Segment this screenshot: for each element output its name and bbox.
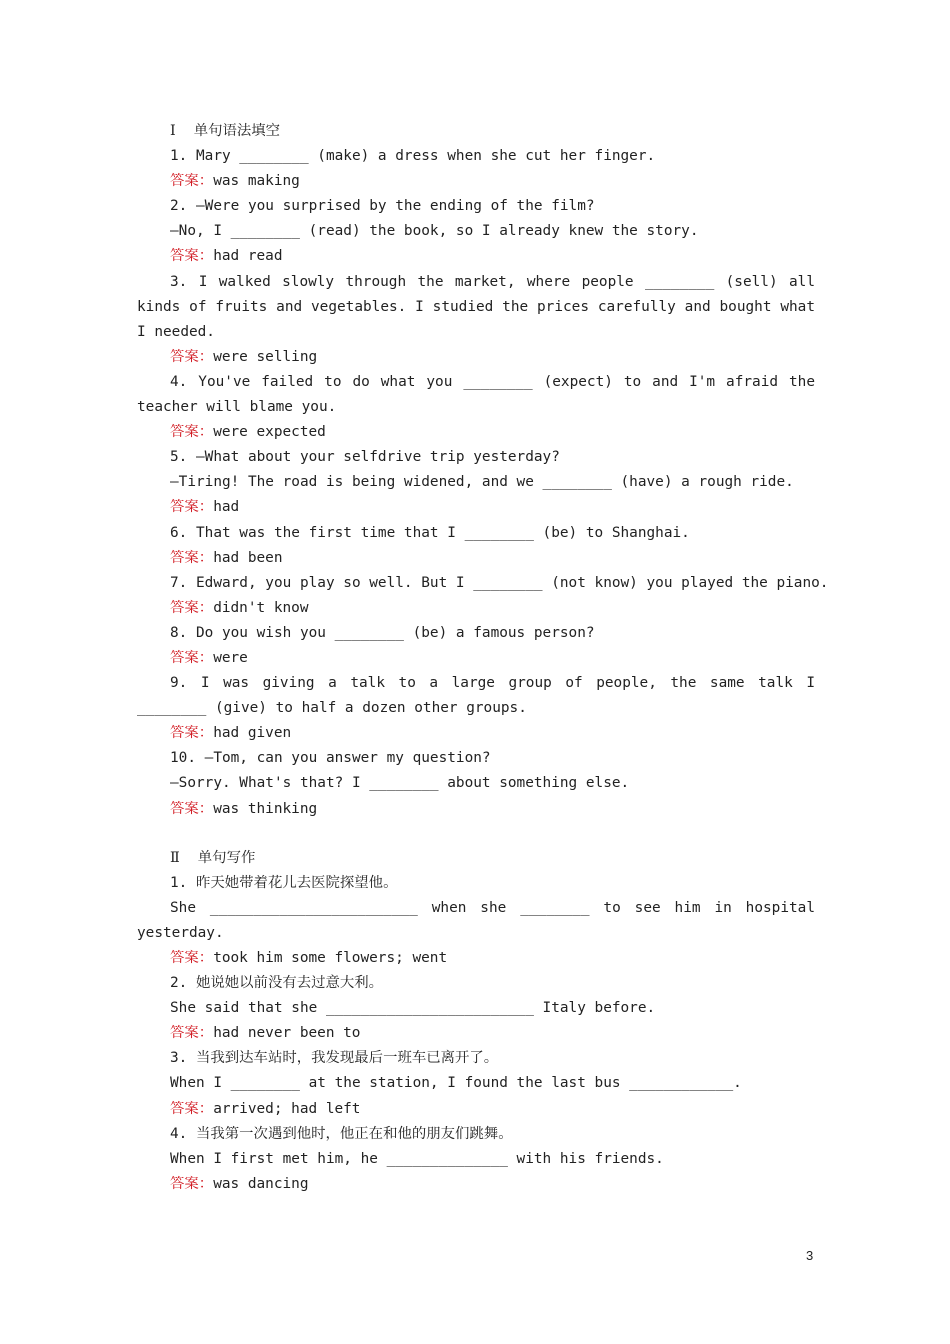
s1-q6: 6. That was the first time that I ________ (be) to Shanghai. bbox=[170, 524, 690, 541]
s1-q2b: —No, I ________ (read) the book, so I already knew the story. bbox=[170, 223, 699, 240]
s1-q4: 4. You've failed to do what you ________ (expect) to and I'm afraid the teacher will blame you. bbox=[137, 373, 815, 416]
s2-a4: 答案：was dancing bbox=[170, 1175, 309, 1192]
section2-title: 单句写作 bbox=[197, 849, 256, 866]
s1-q8: 8. Do you wish you ________ (be) a famous person? bbox=[170, 624, 595, 641]
s1-a10: 答案：was thinking bbox=[170, 800, 318, 817]
s2-q2-prompt: 2. 她说她以前没有去过意大利。 bbox=[170, 975, 384, 992]
s1-q7: 7. Edward, you play so well. But I ________ (not know) you played the piano. bbox=[170, 574, 829, 591]
s1-a1: 答案：was making bbox=[170, 173, 300, 190]
s1-a3: 答案：were selling bbox=[170, 348, 318, 365]
s2-q4-sentence: When I first met him, he ______________ with his friends. bbox=[170, 1150, 664, 1167]
s1-q10b: —Sorry. What's that? I ________ about something else. bbox=[170, 775, 630, 792]
s1-q9: 9. I was giving a talk to a large group of people, the same talk I ________ (give) to half a dozen other groups. bbox=[137, 675, 815, 717]
s1-a5: 答案：had bbox=[170, 499, 240, 516]
s1-q5a: 5. —What about your selfdrive trip yesterday? bbox=[170, 449, 560, 466]
page-number: 3 bbox=[806, 1248, 814, 1263]
s1-a8: 答案：were bbox=[170, 649, 248, 666]
s1-a9: 答案：had given bbox=[170, 725, 292, 742]
s2-q1-prompt: 1. 昨天她带着花儿去医院探望他。 bbox=[170, 874, 398, 891]
s2-a1: 答案：took him some flowers; went bbox=[170, 950, 448, 966]
section1-title: 单句语法填空 bbox=[193, 123, 281, 139]
s2-q1-sentence: She ________________________ when she ________ to see him in hospital yesterday. bbox=[137, 899, 815, 941]
section-spacer bbox=[137, 822, 815, 846]
s1-a2: 答案：had read bbox=[170, 248, 283, 265]
s1-q3: 3. I walked slowly through the market, where people ________ (sell) all kinds of fruits and vegetables. I studied the prices carefully and bought what I needed. bbox=[137, 273, 815, 340]
s1-a4: 答案：were expected bbox=[170, 424, 326, 441]
s2-q3-prompt: 3. 当我到达车站时，我发现最后一班车已离开了。 bbox=[170, 1050, 499, 1067]
section2-heading bbox=[137, 846, 815, 871]
s2-a2: 答案：had never been to bbox=[170, 1025, 361, 1042]
exercise-content bbox=[137, 119, 829, 1197]
section1-numeral: Ⅰ bbox=[170, 123, 176, 139]
s1-q1: 1. Mary ________ (make) a dress when she cut her finger. bbox=[170, 148, 656, 165]
s1-q10a: 10. —Tom, can you answer my question? bbox=[170, 750, 491, 767]
section2-numeral: Ⅱ bbox=[170, 849, 180, 866]
s2-q2-sentence: She said that she ________________________ Italy before. bbox=[170, 1000, 656, 1017]
s1-q2a: 2. —Were you surprised by the ending of the film? bbox=[170, 198, 595, 215]
s2-q3-sentence: When I ________ at the station, I found the last bus ____________. bbox=[170, 1075, 742, 1092]
s1-a6: 答案：had been bbox=[170, 549, 283, 566]
s1-q5b: —Tiring! The road is being widened, and we ________ (have) a rough ride. bbox=[170, 474, 794, 491]
section1-heading bbox=[137, 119, 815, 144]
s2-q4-prompt: 4. 当我第一次遇到他时，他正在和他的朋友们跳舞。 bbox=[170, 1125, 513, 1142]
s1-a7: 答案：didn't know bbox=[170, 599, 309, 616]
s2-a3: 答案：arrived; had left bbox=[170, 1100, 361, 1117]
